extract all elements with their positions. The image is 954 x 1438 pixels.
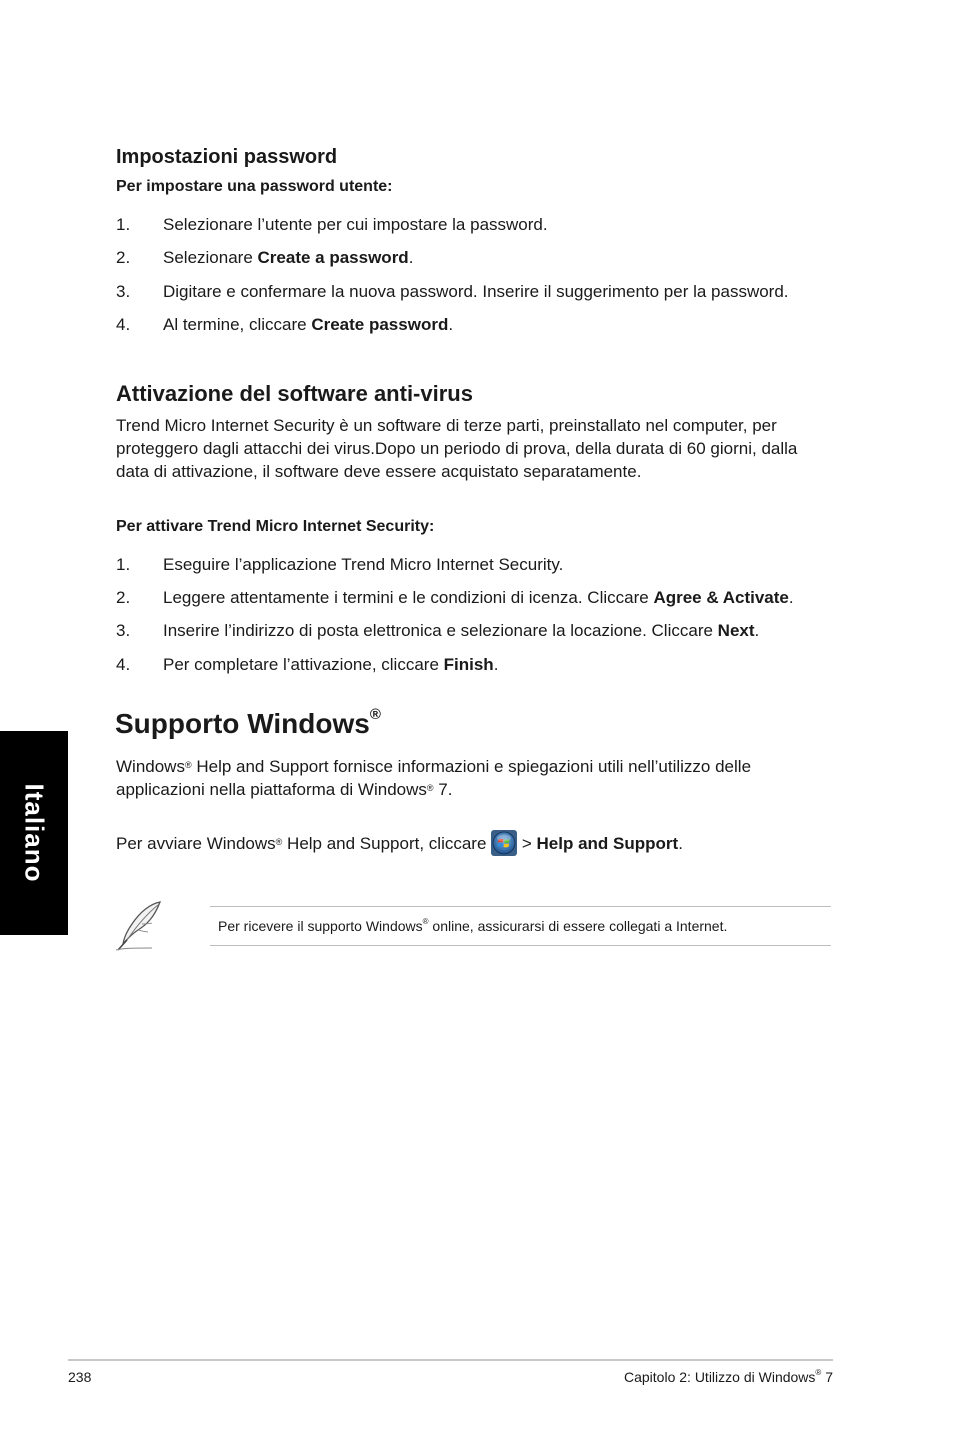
note-divider-bottom xyxy=(210,945,831,946)
antivirus-heading: Attivazione del software anti-virus xyxy=(116,381,473,406)
step-number: 2. xyxy=(116,588,131,607)
step-text: Digitare e confermare la nuova password. Inserire il suggerimento per la password. xyxy=(163,282,789,301)
step-text: Leggere attentamente i termini e le condizioni di icenza. Cliccare Agree & Activate. xyxy=(163,588,794,607)
antivirus-lead: Per attivare Trend Micro Internet Security: xyxy=(116,518,435,535)
step-text: Inserire l’indirizzo di posta elettronica e selezionare la locazione. Cliccare Next. xyxy=(163,621,760,640)
step-text: Selezionare l’utente per cui impostare la password. xyxy=(163,215,548,234)
step-number: 1. xyxy=(116,215,131,234)
step-number: 4. xyxy=(116,655,131,674)
password-heading: Impostazioni password xyxy=(116,146,338,168)
step-text: Al termine, cliccare Create password. xyxy=(163,315,454,334)
step-number: 4. xyxy=(116,315,131,334)
support-start-instruction: Per avviare Windows® Help and Support, cliccare > Help and Support. xyxy=(116,832,683,856)
page-title: Supporto Windows® xyxy=(115,706,381,739)
support-paragraph: Windows® Help and Support fornisce informazioni e spiegazioni utili nell’utilizzo delle applicazioni nella piattaforma di Windows® 7. xyxy=(116,757,752,799)
step-text: Selezionare Create a password. xyxy=(163,248,414,267)
note-divider-top xyxy=(210,906,831,907)
step-number: 1. xyxy=(116,555,131,574)
footer-divider xyxy=(68,1359,833,1361)
note-text: Per ricevere il supporto Windows® online, assicurarsi di essere collegati a Internet. xyxy=(218,917,728,934)
language-side-tab xyxy=(0,731,68,935)
password-lead: Per impostare una password utente: xyxy=(116,178,393,195)
step-number: 2. xyxy=(116,248,131,267)
page-number: 238 xyxy=(68,1369,92,1385)
step-number: 3. xyxy=(116,621,131,640)
antivirus-paragraph: Trend Micro Internet Security è un software di terze parti, preinstallato nel computer, per proteggero dagli attacchi dei virus.Dopo un periodo di prova, della durata di 60 giorni, dalla data di attivazione, il software deve essere acquistato separatamente. xyxy=(116,416,798,481)
step-text: Per completare l’attivazione, cliccare Finish. xyxy=(163,655,499,674)
step-number: 3. xyxy=(116,282,131,301)
language-label: Italiano xyxy=(19,783,50,883)
windows-start-icon[interactable] xyxy=(491,830,517,856)
note-quill-icon xyxy=(112,898,168,952)
chapter-label: Capitolo 2: Utilizzo di Windows® 7 xyxy=(624,1368,833,1385)
step-text: Eseguire l’applicazione Trend Micro Internet Security. xyxy=(163,555,564,574)
